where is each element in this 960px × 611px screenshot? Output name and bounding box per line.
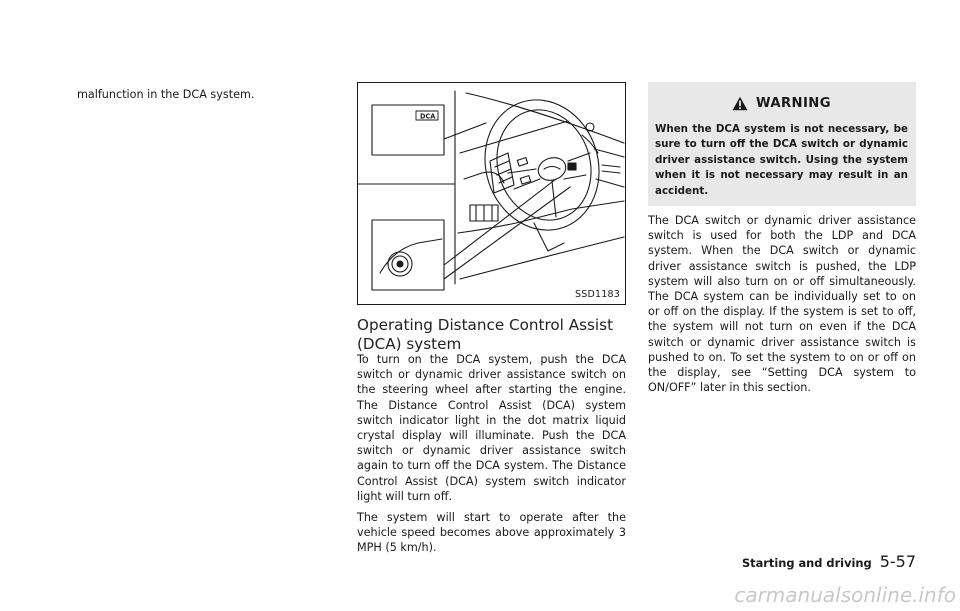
footer-section: Starting and driving	[741, 556, 872, 570]
figure-id: SSD1183	[575, 289, 620, 300]
page-number: 5-57	[879, 552, 916, 571]
inset-dca-label: DCA	[420, 112, 436, 121]
paragraph-ldp: The DCA switch or dynamic driver assistance switch is used for both the LDP and DCA system. When the DCA switch or dynamic driver assistance switch is pushed, the LDP system will also turn on or off simultaneously. The DCA system can be individually set to on or off on the display. If the system is set to off, the system will not turn on even if the DCA switch or dynamic driver assistance switch is pushed to on. To set the system to on or off on the display, see “Setting DCA system to ON/OFF” later in this section.	[648, 214, 916, 395]
paragraph-turn-on: To turn on the DCA system, push the DCA switch or dynamic driver assistance switch on the steering wheel after starting the engine. The Distance Control Assist (DCA) system switch indicator light in the dot matrix liquid crystal display will illuminate. Push the DCA switch or dynamic driver assistance switch again to turn off the DCA system. The Distance Control Assist (DCA) system switch indicator light will turn off.	[357, 353, 626, 503]
section-heading	[357, 316, 626, 353]
warning-title: WARNING	[756, 96, 831, 111]
paragraph-speed: The system will start to operate after the vehicle speed becomes above approximately 3 MPH (5 km/h).	[357, 511, 626, 555]
heading-line-2: (DCA) system	[357, 334, 462, 353]
warning-icon	[732, 96, 748, 111]
warning-text: When the DCA system is not necessary, be sure to turn off the DCA switch or dynamic driver assistance switch. Using the system when it is not necessary may result in an accident.	[655, 123, 908, 197]
steering-wheel-illustration	[358, 83, 625, 304]
page-footer	[742, 552, 916, 571]
watermark: carmanualsonline.info	[734, 583, 956, 607]
section-body	[357, 352, 626, 556]
dashboard-figure	[357, 82, 626, 305]
continued-text: malfunction in the DCA system.	[77, 88, 255, 101]
heading-line-1: Operating Distance Control Assist	[357, 316, 614, 334]
warning-header	[655, 90, 908, 117]
column3-body	[648, 213, 916, 395]
warning-box	[648, 82, 916, 206]
